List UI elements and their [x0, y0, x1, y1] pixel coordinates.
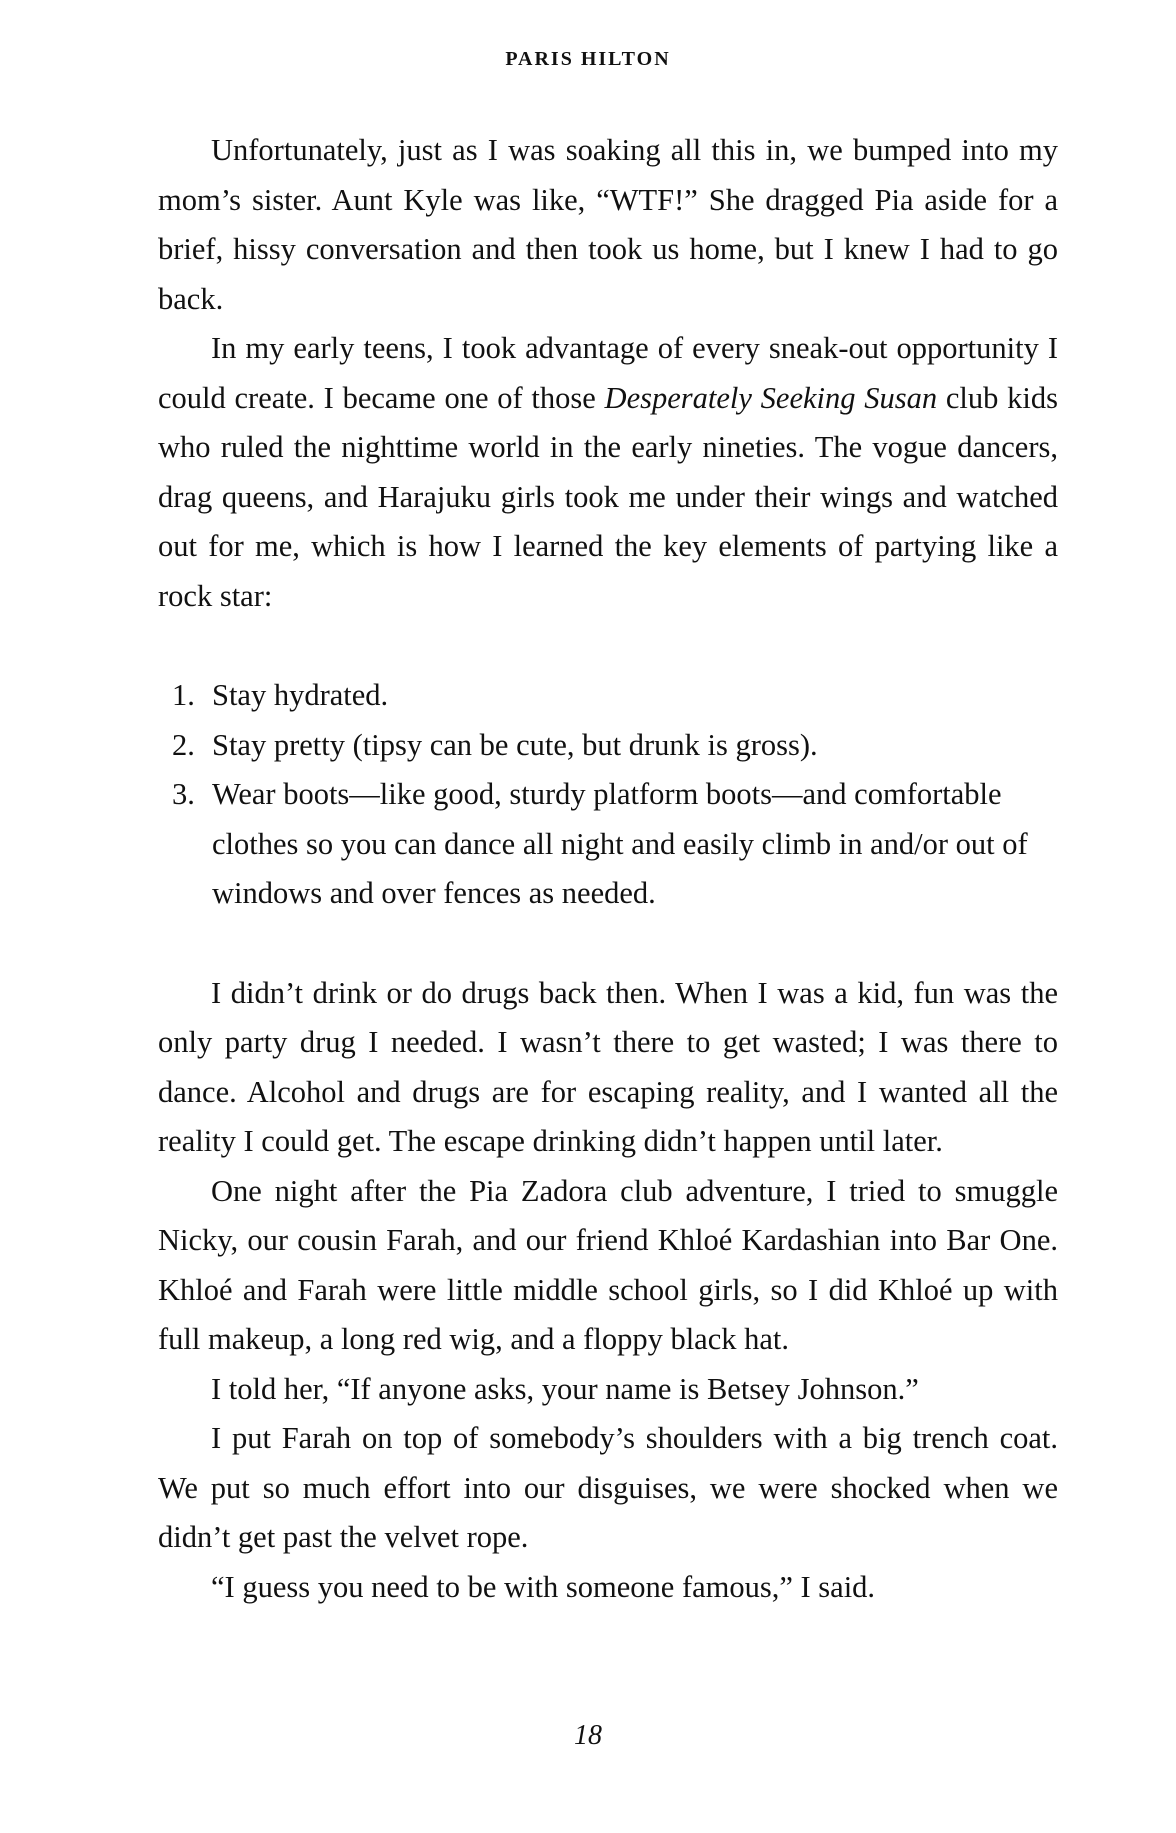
list-item-text: Stay hydrated.	[212, 678, 389, 712]
paragraph-1: Unfortunately, just as I was soaking all this in, we bumped into my mom’s sister. Aunt Kyle was like, “WTF!” She dragged Pia aside for a brief, hissy conversation and then took us home, but I knew I had to go back.	[158, 133, 1058, 316]
list-item-number: 3.	[172, 777, 195, 811]
paragraph-6: I put Farah on top of somebody’s shoulders with a big trench coat. We put so much effort into our disguises, we were shocked when we didn’t get past the velvet rope.	[158, 1421, 1058, 1554]
paragraph-2	[158, 324, 1058, 621]
list-item-text: Wear boots—like good, sturdy platform boots—and comfortable clothes so you can dance all night and easily climb in and/or out of windows and over fences as needed.	[212, 777, 1028, 910]
paragraph-2-start: In my early teens, I took advantage of every sneak-out opportunity I could create. I became one of those	[158, 331, 1058, 415]
film-title: Desperately Seeking Susan	[604, 380, 938, 415]
list-item	[158, 671, 1058, 721]
list-item-number: 2.	[172, 727, 195, 762]
list-item	[158, 770, 1058, 919]
list-item	[158, 721, 1058, 771]
body-text	[158, 126, 1058, 1612]
paragraph-2-end: club kids who ruled the nighttime world in the early nineties. The vogue dancers, drag queens, and Harajuku girls took me under their wings and watched out for me, which is how I learned the key elements of partying like a rock star:	[158, 380, 1058, 613]
paragraph-3: I didn’t drink or do drugs back then. When I was a kid, fun was the only party drug I needed. I wasn’t there to get wasted; I was there to dance. Alcohol and drugs are for escaping reality, and I wanted all the reality I could get. The escape drinking didn’t happen until later.	[158, 975, 1058, 1158]
rules-list	[158, 671, 1058, 919]
paragraph-7: “I guess you need to be with someone famous,” I said.	[211, 1569, 876, 1604]
list-item-number: 1.	[172, 678, 195, 712]
list-item-text: Stay pretty (tipsy can be cute, but drunk is gross).	[212, 727, 818, 762]
paragraph-5: I told her, “If anyone asks, your name is Betsey Johnson.”	[211, 1371, 919, 1406]
paragraph-4: One night after the Pia Zadora club adventure, I tried to smuggle Nicky, our cousin Farah, and our friend Khloé Kardashian into Bar One. Khloé and Farah were little middle school girls, so I did Khloé up with full makeup, a long red wig, and a floppy black hat.	[158, 1173, 1058, 1356]
page-number: 18	[574, 1720, 602, 1751]
running-head: PARIS HILTON	[505, 48, 671, 70]
